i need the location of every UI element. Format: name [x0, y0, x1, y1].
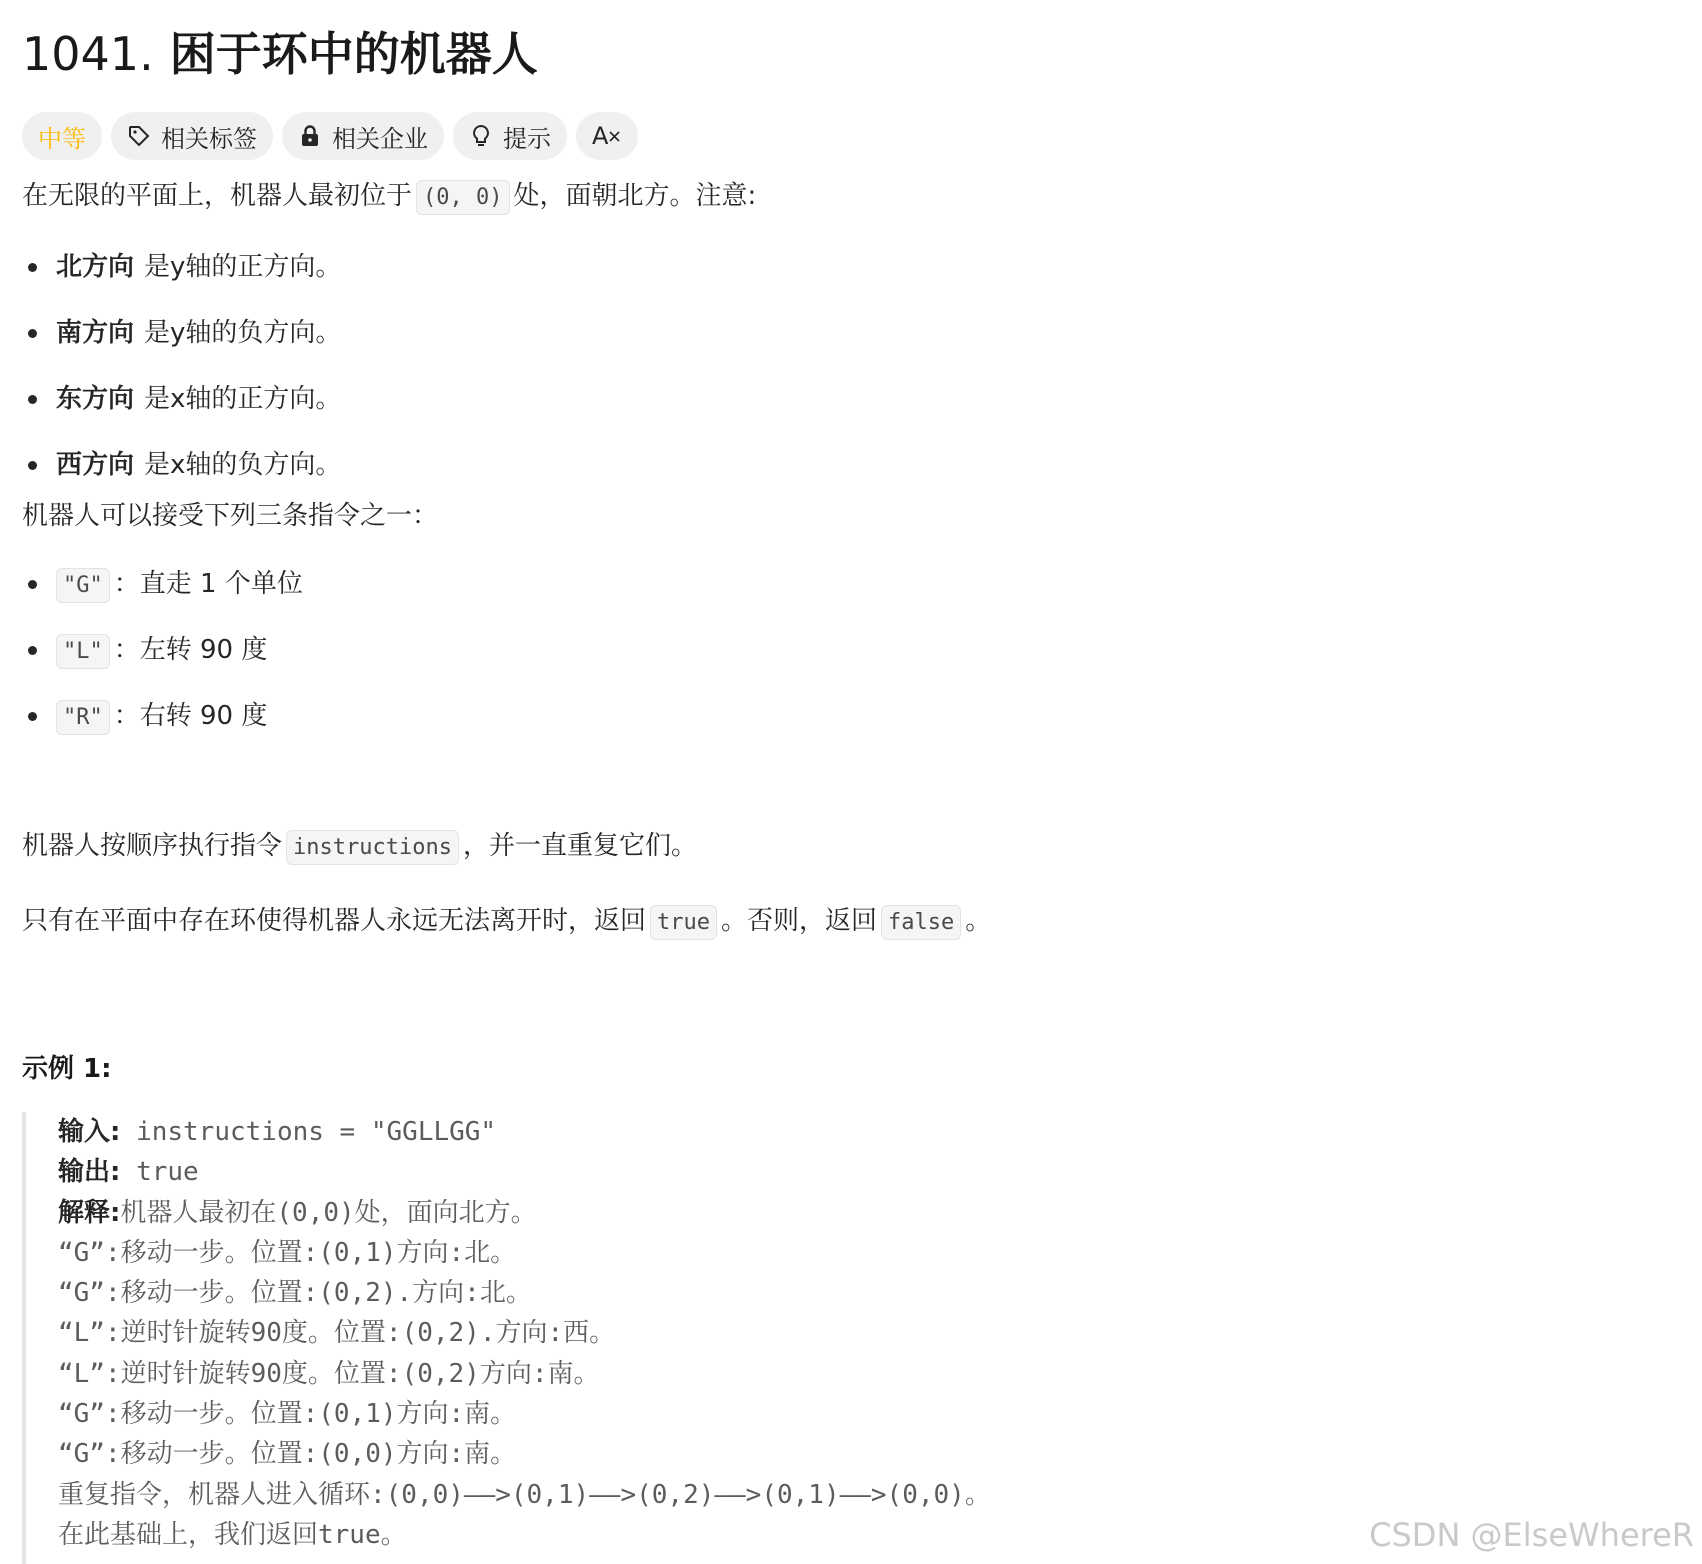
explanation-label: 解释:: [58, 1197, 121, 1228]
true-code: true: [650, 905, 717, 940]
example-block: [22, 1112, 1122, 1564]
return-text-middle: 。否则，返回: [721, 906, 878, 936]
direction-desc: 是x轴的负方向。: [144, 450, 342, 480]
instruction-desc: ：左转 90 度: [113, 635, 268, 665]
execute-paragraph: [22, 826, 697, 868]
related-companies-label: 相关企业: [332, 124, 428, 153]
input-label: 输入:: [58, 1117, 121, 1147]
output-value: true: [136, 1157, 199, 1188]
intro-text: 在无限的平面上，机器人最初位于: [22, 181, 413, 211]
translate-icon-mark: [608, 129, 622, 143]
instruction-code: "L": [56, 634, 110, 669]
explanation-line: “G”:移动一步。位置:(0,1)方向:北。: [58, 1237, 517, 1268]
input-value: instructions = "GGLLGG": [136, 1117, 497, 1147]
example-explanation: [58, 1193, 1122, 1233]
difficulty-label: 中等: [38, 124, 86, 153]
lightbulb-icon: [469, 124, 493, 148]
intro-paragraph: [22, 176, 756, 218]
direction-term: 南方向: [56, 318, 135, 348]
direction-term: 东方向: [56, 384, 135, 414]
page-title: [22, 18, 538, 84]
explanation-line: 在此基础上，我们返回true。: [58, 1519, 407, 1550]
list-item: [22, 247, 341, 313]
translate-icon: A: [592, 122, 609, 150]
instruction-code: "G": [56, 568, 110, 603]
lock-icon: [298, 124, 322, 148]
example-input: [58, 1112, 1122, 1152]
problem-title: 困于环中的机器人: [169, 27, 538, 81]
explanation-line: “L”:逆时针旋转90度。位置:(0,2)方向:南。: [58, 1358, 600, 1389]
direction-desc: 是y轴的正方向。: [144, 252, 342, 282]
difficulty-badge[interactable]: [22, 112, 102, 160]
explanation-line: “G”:移动一步。位置:(0,0)方向:南。: [58, 1439, 517, 1470]
instruction-code: "R": [56, 700, 110, 735]
execute-text-end: ，并一直重复它们。: [462, 831, 697, 861]
explanation-line: “L”:逆时针旋转90度。位置:(0,2).方向:西。: [58, 1318, 616, 1349]
example-output: [58, 1152, 1122, 1192]
tag-icon: [127, 124, 151, 148]
instruction-desc: ：右转 90 度: [113, 701, 268, 731]
direction-term: 北方向: [56, 252, 135, 282]
watermark: CSDN @ElseWhereR: [1369, 1516, 1694, 1554]
intro-text-end: 处，面朝北方。注意:: [513, 181, 757, 211]
instructions-code: instructions: [286, 830, 459, 865]
direction-desc: 是x轴的正方向。: [144, 384, 342, 414]
instruction-list: [22, 564, 303, 762]
list-item: [22, 630, 303, 696]
example-title: 示例 1:: [22, 1054, 112, 1084]
return-paragraph: [22, 901, 991, 943]
tag-bar: [22, 112, 638, 160]
hint-label: 提示: [503, 124, 551, 153]
output-label: 输出:: [58, 1157, 121, 1188]
execute-text: 机器人按顺序执行指令: [22, 831, 283, 861]
direction-desc: 是y轴的负方向。: [144, 318, 342, 348]
return-text-end: 。: [965, 906, 992, 936]
list-item: [22, 696, 303, 762]
list-item: [22, 564, 303, 630]
explanation-line: “G”:移动一步。位置:(0,1)方向:南。: [58, 1399, 517, 1430]
font-size-button[interactable]: [576, 112, 638, 160]
direction-term: 西方向: [56, 450, 135, 480]
explanation-line: “G”:移动一步。位置:(0,2).方向:北。: [58, 1278, 532, 1309]
list-item: [22, 313, 341, 379]
direction-list: [22, 247, 341, 511]
false-code: false: [881, 905, 961, 940]
related-companies-button[interactable]: [282, 112, 444, 160]
return-text: 只有在平面中存在环使得机器人永远无法离开时，返回: [22, 906, 647, 936]
explanation-text: 机器人最初在(0,0)处，面向北方。: [120, 1197, 537, 1228]
explanation-line: 重复指令，机器人进入循环:(0,0)——>(0,1)——>(0,2)——>(0,1)——>(0,0)。: [58, 1479, 991, 1510]
list-item: [22, 379, 341, 445]
related-tags-label: 相关标签: [161, 124, 257, 153]
instructions-intro: 机器人可以接受下列三条指令之一：: [22, 501, 439, 531]
origin-code: (0, 0): [416, 180, 509, 215]
related-tags-button[interactable]: [111, 112, 273, 160]
instruction-desc: ：直走 1 个单位: [113, 569, 303, 599]
hint-button[interactable]: [453, 112, 567, 160]
problem-number: 1041.: [22, 27, 154, 81]
